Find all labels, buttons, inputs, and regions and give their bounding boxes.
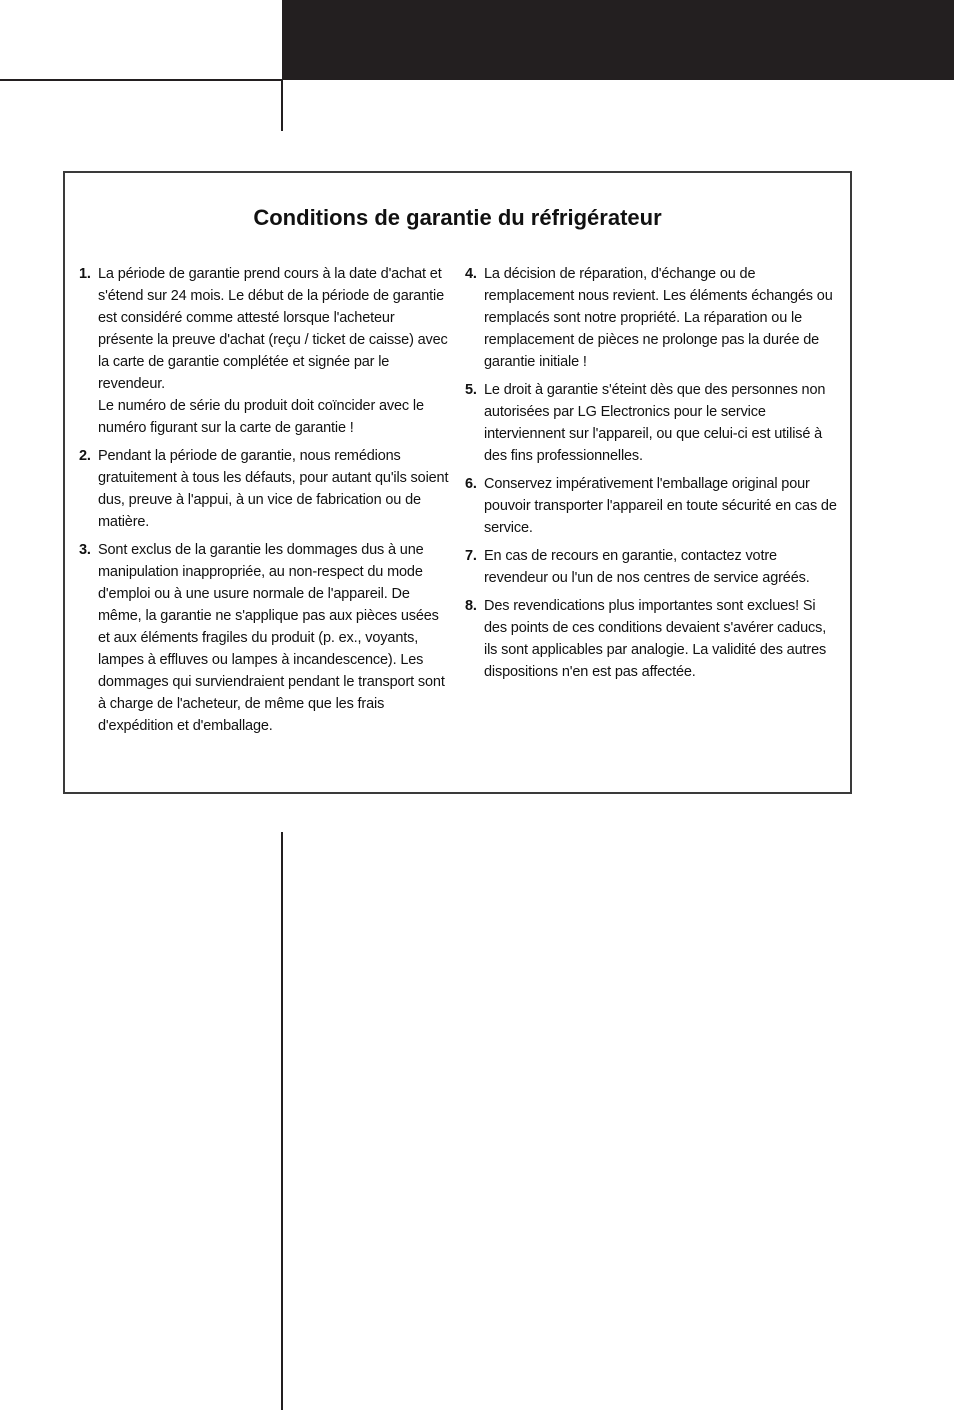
condition-item-2 xyxy=(79,445,451,533)
condition-number: 8. xyxy=(465,598,477,614)
condition-item-3 xyxy=(79,539,451,737)
warranty-title: Conditions de garantie du réfrigérateur xyxy=(253,205,662,230)
condition-number: 6. xyxy=(465,476,477,492)
condition-text: Des revendications plus importantes sont exclues! Si des points de ces conditions devaient s'avérer caducs, ils sont applicables par analogie. La validité des autres dispositions n'en est pas affectée. xyxy=(484,598,827,680)
condition-number: 1. xyxy=(79,266,91,282)
condition-item-8 xyxy=(465,595,837,683)
condition-text: En cas de recours en garantie, contactez votre revendeur ou l'un de nos centres de service agréés. xyxy=(484,548,810,586)
condition-item-5 xyxy=(465,379,837,467)
condition-text: La période de garantie prend cours à la date d'achat et s'étend sur 24 mois. Le début de la période de garantie est considéré comme attesté lorsque l'acheteur présente la preuve d'achat (reçu / ticket de caisse) avec la carte de garantie complétée et signée par le revendeur. xyxy=(98,266,448,392)
condition-number: 5. xyxy=(465,382,477,398)
condition-item-1 xyxy=(79,263,451,439)
condition-item-4 xyxy=(465,263,837,373)
vertical-rule-bottom xyxy=(281,832,283,1410)
vertical-rule-top xyxy=(281,80,283,131)
conditions-column-right xyxy=(465,263,837,689)
condition-item-7 xyxy=(465,545,837,589)
condition-number: 3. xyxy=(79,542,91,558)
header-bar xyxy=(282,0,954,80)
condition-number: 7. xyxy=(465,548,477,564)
condition-number: 4. xyxy=(465,266,477,282)
condition-text: La décision de réparation, d'échange ou de remplacement nous revient. Les éléments échangés ou remplacés sont notre propriété. La réparation ou le remplacement de pièces ne prolonge pas la durée de garantie initiale ! xyxy=(484,266,833,370)
condition-text: Pendant la période de garantie, nous remédions gratuitement à tous les défauts, pour autant qu'ils soient dus, preuve à l'appui, à un vice de fabrication ou de matière. xyxy=(98,448,449,530)
condition-item-6 xyxy=(465,473,837,539)
condition-number: 2. xyxy=(79,448,91,464)
conditions-column-left xyxy=(79,263,451,743)
condition-text-note: Le numéro de série du produit doit coïncider avec le numéro figurant sur la carte de garantie ! xyxy=(98,398,424,436)
condition-text: Sont exclus de la garantie les dommages dus à une manipulation inappropriée, au non-respect du mode d'emploi ou à une usure normale de l'appareil. De même, la garantie ne s'applique pas aux pièces usées et aux éléments fragiles du produit (p. ex., voyants, lampes à effluves ou lampes à incandescence). Les dommages qui surviendraient pendant le transport sont à charge de l'acheteur, de même que les frais d'expédition et d'emballage. xyxy=(98,542,445,734)
condition-text: Le droit à garantie s'éteint dès que des personnes non autorisées par LG Electronics pour le service interviennent sur l'appareil, ou que celui-ci est utilisé à des fins professionnelles. xyxy=(484,382,826,464)
warranty-conditions-box xyxy=(63,171,852,794)
condition-text: Conservez impérativement l'emballage original pour pouvoir transporter l'appareil en toute sécurité en cas de service. xyxy=(484,476,837,536)
header-rule xyxy=(0,79,282,81)
